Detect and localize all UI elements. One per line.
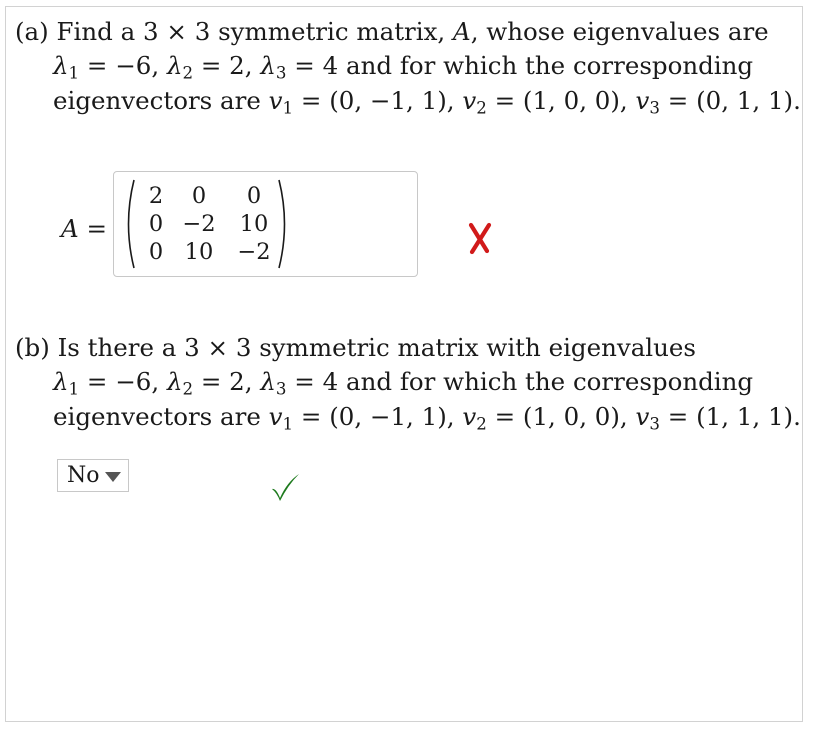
part-a-eigenvectors: eigenvectors are $v_1 = (0$, −1, 1), $v_2 = (1$, 0, 0), $v_3 = (0$, 1, 1). [53,86,801,118]
matrix-cell-r3c3[interactable]: −2 [237,239,271,265]
matrix-cell-r1c2[interactable]: 0 [191,183,207,209]
right-paren-icon [277,178,291,270]
part-a-label: (a) [15,17,49,46]
check-mark-icon [269,472,301,502]
part-a-eigenvalues: $\lambda_1 = -6$, $\lambda_2 = 2$, $\lambda_3 = 4$ and for which the corresponding [53,51,754,83]
part-b-label: (b) [15,333,50,362]
part-b-eigenvectors: eigenvectors are $v_1 = (0$, −1, 1), $v_2 = (1$, 0, 0), $v_3 = (1$, 1, 1). [53,402,801,434]
dropdown-selected-value: No [67,463,100,488]
matrix-cell-r2c2[interactable]: −2 [182,211,216,237]
question-panel [5,6,803,722]
matrix-cell-r1c1[interactable]: 2 [148,183,164,209]
part-b-eigenvalues: $\lambda_1 = -6$, $\lambda_2 = 2$, $\lambda_3 = 4$ and for which the corresponding [53,367,754,399]
matrix-cell-r2c3[interactable]: 10 [239,211,269,237]
answer-dropdown[interactable] [57,459,129,492]
matrix-answer-label: A = [61,214,108,243]
matrix-cell-r3c1[interactable]: 0 [148,239,164,265]
cross-mark-icon [466,221,494,255]
part-a-line-1: (a) Find a 3 × 3 symmetric matrix, A, whose eigenvalues are [15,17,769,46]
caret-down-icon [104,471,122,483]
part-b-line-1: (b) Is there a 3 × 3 symmetric matrix with eigenvalues [15,333,696,362]
matrix-cell-r1c3[interactable]: 0 [246,183,262,209]
matrix-cell-r2c1[interactable]: 0 [148,211,164,237]
matrix-answer-input[interactable] [113,171,418,277]
matrix-cell-r3c2[interactable]: 10 [184,239,214,265]
